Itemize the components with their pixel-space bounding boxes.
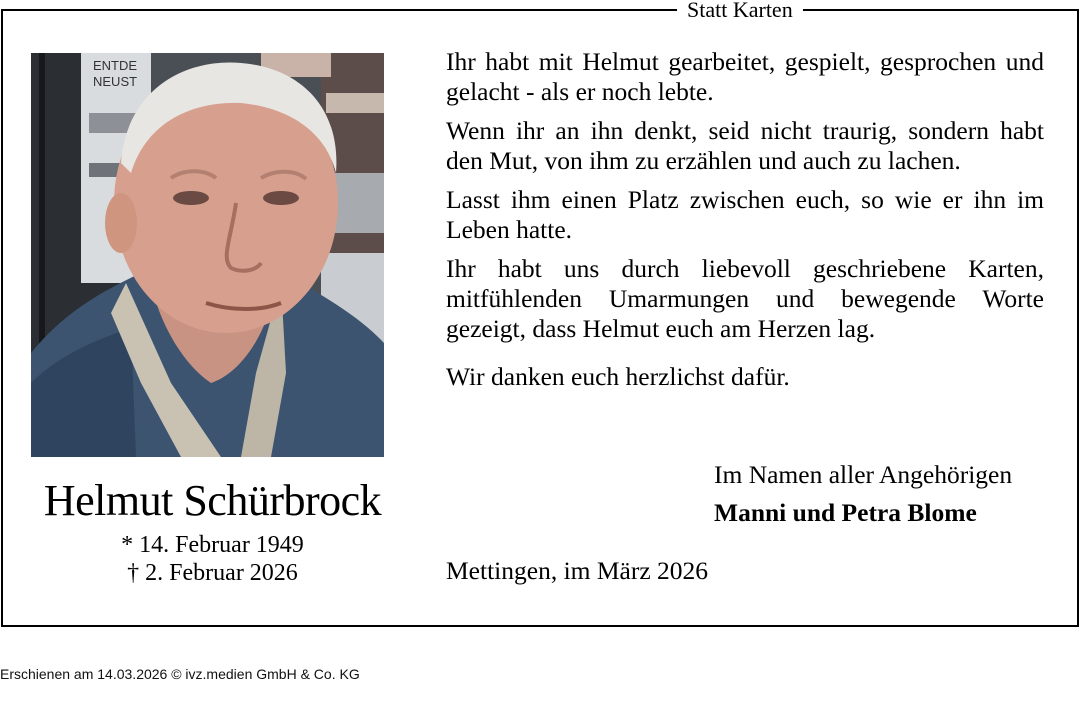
birth-date: * 14. Februar 1949 xyxy=(121,532,304,558)
header-label: Statt Karten xyxy=(677,0,803,22)
death-date: † 2. Februar 2026 xyxy=(127,560,298,586)
signature-block xyxy=(714,456,1012,532)
thanks-line: Wir danken euch herzlichst dafür. xyxy=(446,362,790,391)
signature-intro: Im Namen aller Angehörigen xyxy=(714,460,1013,489)
poem-paragraph-1: Ihr habt mit Helmut gearbeitet, gespielt, gesprochen und gelacht - als er noch lebte. xyxy=(446,47,1044,106)
poem-paragraph-4: Ihr habt uns durch liebevoll geschriebene Karten, mitfühlenden Umarmungen und bewegende Worte gezeigt, dass Helmut euch am Herzen lag. xyxy=(446,254,1044,343)
deceased-name: Helmut Schürbrock xyxy=(43,476,382,525)
signature-names: Manni und Petra Blome xyxy=(714,498,977,527)
place-date: Mettingen, im März 2026 xyxy=(446,556,709,585)
poem-paragraph-3: Lasst ihm einen Platz zwischen euch, so wie er ihn im Leben hatte. xyxy=(446,185,1044,244)
shop-sign-text-1: ENTDE xyxy=(93,58,138,73)
publication-footer: Erschienen am 14.03.2026 © ivz.medien GmbH & Co. KG xyxy=(0,666,360,682)
shop-sign-text-2: NEUST xyxy=(93,74,138,89)
life-dates xyxy=(0,531,425,587)
poem-text xyxy=(446,47,1044,401)
poem-paragraph-2: Wenn ihr an ihn denkt, seid nicht traurig, sondern habt den Mut, von ihm zu erzählen und auch zu lachen. xyxy=(446,116,1044,175)
portrait-photo xyxy=(31,53,384,457)
